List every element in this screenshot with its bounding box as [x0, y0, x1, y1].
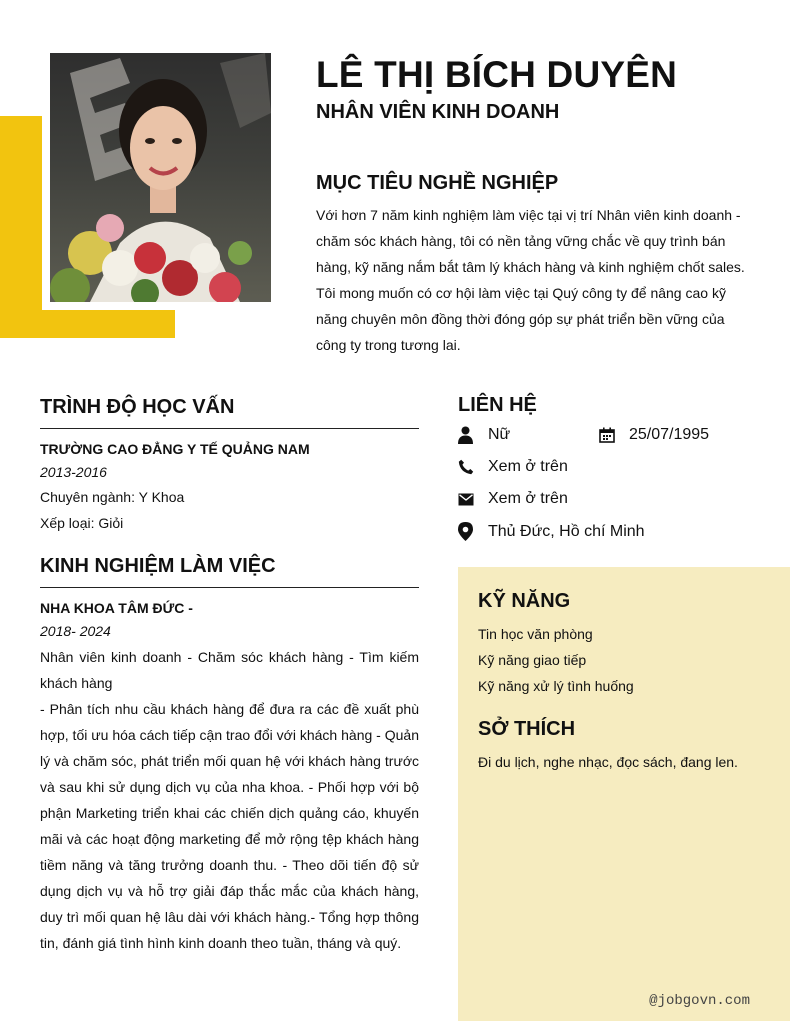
skill-item: Kỹ năng giao tiếp	[478, 652, 587, 668]
experience-role: Nhân viên kinh doanh - Chăm sóc khách hàng - Tìm kiếm khách hàng	[40, 649, 419, 691]
address-value: Thủ Đức, Hồ chí Minh	[488, 522, 645, 540]
experience-heading: KINH NGHIỆM LÀM VIỆC	[40, 555, 276, 577]
location-pin-icon	[458, 522, 488, 541]
phone-value: Xem ở trên	[488, 458, 568, 475]
phone-icon	[458, 459, 488, 475]
experience-description	[40, 644, 419, 956]
profile-photo	[50, 53, 271, 302]
skills-heading: KỸ NĂNG	[478, 590, 571, 612]
watermark: @jobgovn.com	[649, 993, 750, 1009]
education-divider	[40, 428, 419, 429]
objective-heading: MỤC TIÊU NGHỀ NGHIỆP	[316, 172, 559, 194]
contact-heading: LIÊN HỆ	[458, 394, 537, 416]
skill-item: Tin học văn phòng	[478, 626, 593, 642]
contact-address	[458, 522, 645, 541]
hobbies-heading: SỞ THÍCH	[478, 718, 576, 740]
contact-dob	[599, 426, 709, 444]
email-value: Xem ở trên	[488, 490, 568, 507]
education-grade: Xếp loại: Giỏi	[40, 515, 124, 531]
job-title: NHÂN VIÊN KINH DOANH	[316, 101, 560, 123]
company-name: NHA KHOA TÂM ĐỨC -	[40, 600, 193, 616]
experience-period: 2018- 2024	[40, 623, 111, 639]
contact-phone	[458, 458, 568, 476]
dob-value: 25/07/1995	[629, 426, 710, 443]
accent-bar-vertical	[0, 116, 42, 338]
skill-item: Kỹ năng xử lý tình huống	[478, 678, 634, 694]
contact-gender	[458, 426, 510, 444]
envelope-icon	[458, 493, 488, 506]
contact-email	[458, 490, 568, 508]
education-period: 2013-2016	[40, 464, 107, 480]
experience-details: - Phân tích nhu cầu khách hàng để đưa ra các đề xuất phù hợp, tối ưu hóa cách tiếp cận trao đổi với khách hàng - Quản lý và chăm sóc, phát triển mối quan hệ với khách hàng trước và sau khi sử dụng dịch vụ của nha khoa. - Phối hợp với bộ phận Marketing triển khai các chiến dịch quảng cáo, khuyến mãi và các hoạt động marketing để mở rộng tệp khách hàng tiềm năng và tăng trưởng doanh thu. - Theo dõi tiến độ sử dụng dịch vụ và hỗ trợ giải đáp thắc mắc của khách hàng, duy trì mối quan hệ lâu dài với khách hàng.- Tổng hợp thông tin, đánh giá tình hình kinh doanh theo tuần, tháng và quý.	[40, 701, 419, 951]
hobbies-text: Đi du lịch, nghe nhạc, đọc sách, đang len.	[478, 754, 738, 770]
gender-value: Nữ	[488, 426, 511, 443]
calendar-icon	[599, 427, 629, 443]
skills-hobbies-panel	[458, 567, 790, 1021]
candidate-name: LÊ THỊ BÍCH DUYÊN	[316, 54, 678, 95]
person-icon	[458, 426, 488, 444]
experience-divider	[40, 587, 419, 588]
accent-bar-horizontal	[0, 310, 175, 338]
school-name: TRƯỜNG CAO ĐẲNG Y TẾ QUẢNG NAM	[40, 441, 310, 457]
education-heading: TRÌNH ĐỘ HỌC VẤN	[40, 396, 235, 418]
objective-text: Với hơn 7 năm kinh nghiệm làm việc tại vị trí Nhân viên kinh doanh - chăm sóc khách hàng, tôi có nền tảng vững chắc về quy trình bán hàng, kỹ năng nắm bắt tâm lý khách hàng và kinh nghiệm chốt sales. Tôi mong muốn có cơ hội làm việc tại Quý công ty để nâng cao kỹ năng chuyên môn đồng thời đóng góp sự phát triển bền vững của công ty trong tương lai.	[316, 207, 745, 353]
education-major: Chuyên ngành: Y Khoa	[40, 489, 185, 505]
